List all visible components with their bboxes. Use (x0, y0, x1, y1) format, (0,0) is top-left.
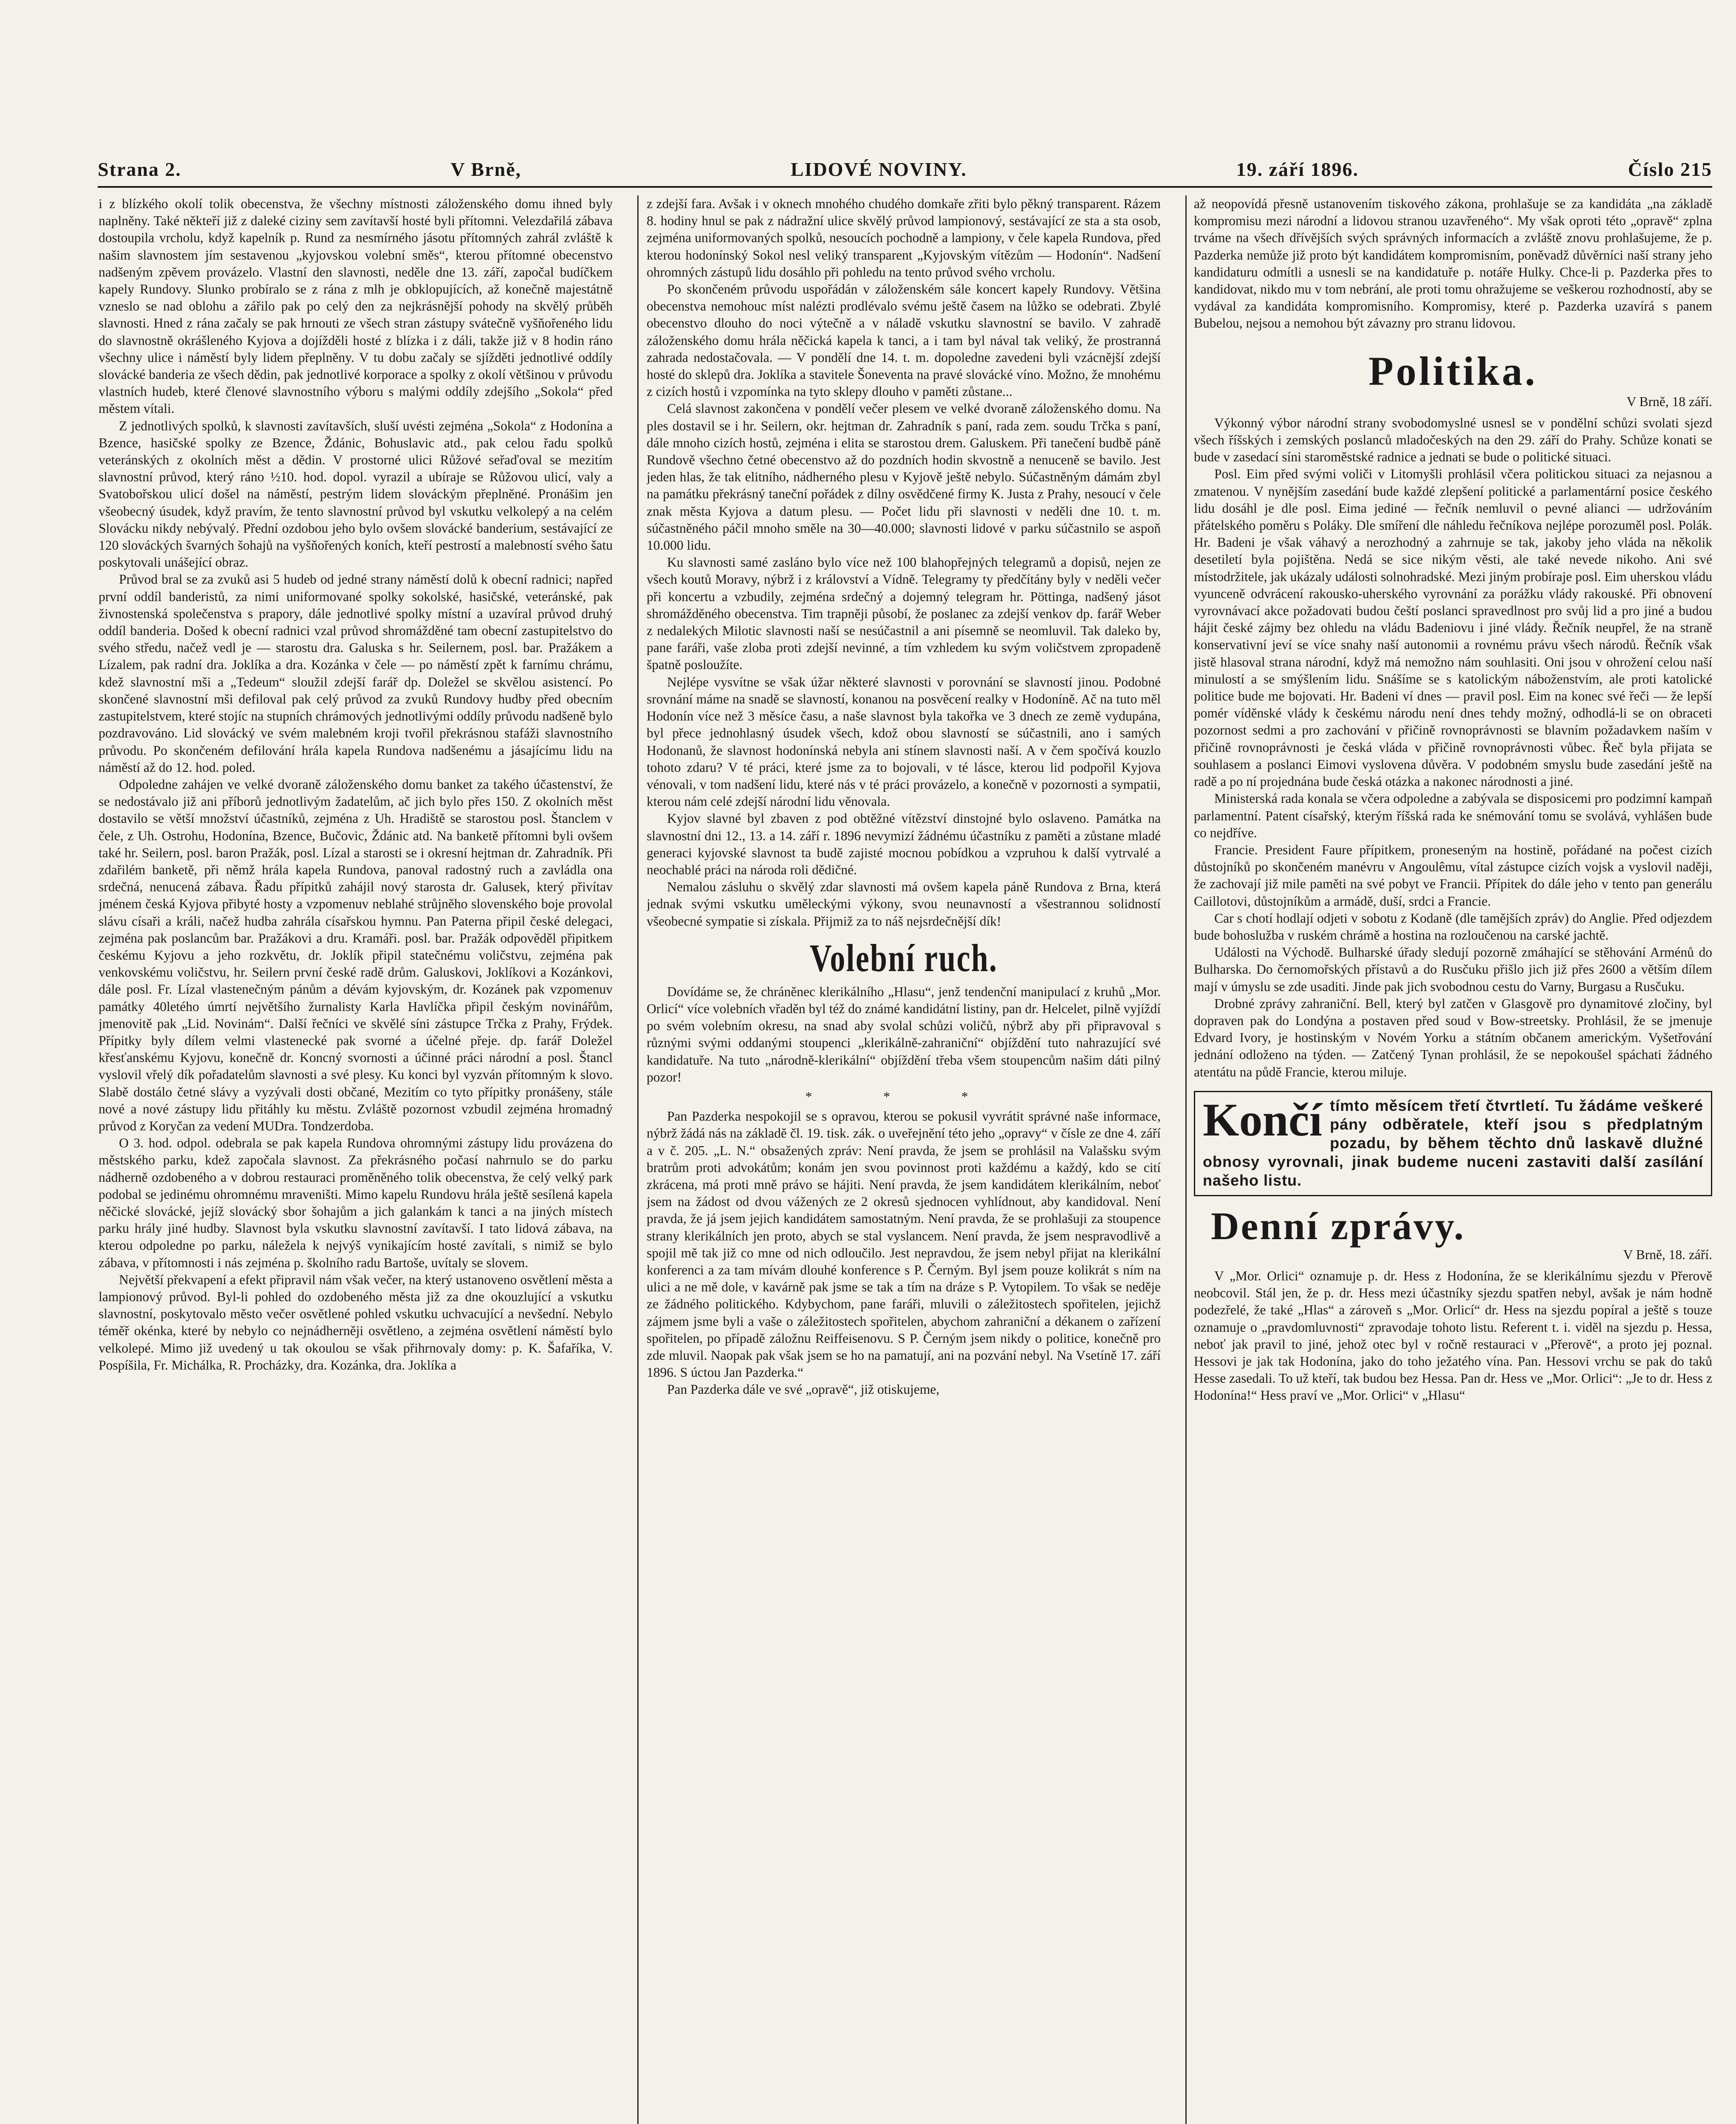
article-paragraph: až neopovídá přesně ustanovením tiskového zákona, prohlašuje se za kandidáta „na základě kompromisu mezi národní a lidovou stranou uzavřeného“. My však oproti této „opravě“ zplna trváme na všech dřívějších svých správných informacích a zvláště znovu prohlašujeme, že p. Pazderka nemůže již proto být kandidátem kompromisním, poněvadž důvěrníci naší strany jeho kandidaturu odmítli a usnesli se na kandidatuře p. notáře Hulky. Chce-li p. Pazderka přes to kandidovat, nikdo mu v tom nebrání, ale proti tomu ohražujeme se veškerou rozhodností, aby se vydával za kandidáta kompromisního. Kompromisy, které p. Pazderka uzavírá s panem Bubelou, nejsou a nemohou být závazny pro stranu lidovou. (1194, 196, 1712, 331)
dateline: V Brně, 18. září. (1623, 1247, 1712, 1262)
article-paragraph: Z jednotlivých spolků, k slavnosti zavítavších, sluší uvésti zejména „Sokola“ z Hodonína a Bzence, hasičské spolky ze Bzence, Ždánic, Bohuslavic atd., pak celou řadu spolků veteránských z okolních měst a dědin. V prostorné ulici Růžové seřaďoval se mezitím slavnostní průvod, který ráno ½10. hod. dopol. vyrazil a ubíraje se Růžovou ulicí, valy a Svatobořskou ulicí došel na náměstí, pestrým lidem slováckým přeplněné. Pronášim jen všeobecný úsudek, když pravím, že tento slavnostní průvod byl vskutku velkolepý a na celém Slovácku nikdy nebývalý. Přední ozdobou jeho bylo ovšem slovácké banderium, sestávající ze 120 slováckých švarných šohajů na vyšňořených koních, kteří pestrostí a malebností svého šatu poskytovali unášející obraz. (99, 418, 613, 570)
section-heading-denni-zpravy: Denní zprávy. (1211, 1204, 1465, 1248)
column-2 (647, 195, 1161, 2124)
column-rule (1185, 195, 1187, 2124)
place: V Brně, (450, 158, 522, 180)
subscription-notice (1194, 1091, 1712, 1196)
article-paragraph: Nejlépe vysvítne se však úžar některé slavnosti v porovnání se slavností jinou. Podobné srovnání máme na snadě se slavností, konanou na posvěcení realky v Hodoníně. Ač na tuto měl Hodonín více než 3 měsíce času, a naše slavnost byla takořka ve 3 dnech ze země vydupána, byl přece jednohlasný úsudek všech, kdož obou slavností se súčastnili, ano i samých Hodonanů, že slavnost hodonínská nebyla ani stínem slavnosti naší. A v čem spočívá kouzlo tohoto zdaru? V té práci, které jsme za to bojovali, v té lásce, kterou lid podpořil Kyjova vénovali, v tom nadšení lidu, které nás v té práci provázelo, a konečně v pozornosti a sympatii, kterou nám celé zdejší národní lidu věnovala. (647, 674, 1161, 809)
article-paragraph: V „Mor. Orlici“ oznamuje p. dr. Hess z Hodonína, že se klerikálnímu sjezdu v Přerově neobcovil. Stál jen, že p. dr. Hess mezi účastníky sjezdu spatřen nebyl, avšak je nám hodně podezřelé, že také „Hlas“ a zároveň s „Mor. Orlicí“ dr. Hess na sjezdu popíral a ještě s touze oznamuje o „pravdomluvnosti“ zpravodaje tohoto listu. Referent t. i. viděl na sjezdu p. Hessa, neboť jak pravil to jiné, jehož otec byl v ročně restauraci v „Přerově“, a proto jej poznal. Hessovi je jak tak Hodonína, jako do toho ježatého vína. Pan. Hessovi vrchu se pak do taků Hesse zasedali. To už kteří, tak budou bez Hessa. Pan dr. Hess ve „Mor. Orlici“: „Je to dr. Hess z Hodonína!“ Hess praví ve „Mor. Orlici“ v „Hlasu“ (1194, 1268, 1712, 1403)
issue-number: Číslo 215 (1628, 158, 1712, 180)
article-paragraph: Car s chotí hodlají odjeti v sobotu z Kodaně (dle tamějších zpráv) do Anglie. Před odjezdem bude bohoslužba v ruském chrámě a hostina na rozloučenou na carské jachtě. (1194, 910, 1712, 943)
article-paragraph: Události na Východě. Bulharské úřady sledují pozorně zmáhající se stěhování Arménů do Bulharska. Do černomořských přístavů a do Rusčuku přišlo jich již přes 2600 a větším dílem mají v úmyslu se zde usaditi. Jinde pak jich svobodnou cestu do Varny, Burgasu a Rusčuku. (1194, 945, 1712, 994)
article-paragraph: Posl. Eim před svými voliči v Litomyšli prohlásil včera politickou situaci za nejasnou a zmatenou. V nynějším zasedání bude každé zlepšení politické a parlamentární posice českého lidu dosáhl je dle posl. Eima jediné — řečník nemluvil o pevné alianci — udržováním přátelského poměru s Poláky. Dle smíření dle náhledu řečníkova nejlépe porozuměl posl. Polák. Hr. Badeni je však váhavý a nerozhodný a zahrnuje se tak, jakoby jeho vláda na několik desetiletí byla pojištěna. Nedá se sice nikým věsti, ale také nevede nikoho. Ani své místodržitele, jak ukázaly události solnohradské. Mezi jiným probíraje posl. Eim uherskou vládu vyunceně odvrácení rakousko-uherského vyrovnání za porážku vlády rakouské. Při obnovení vyrovnávací akce požadovati budou čeští poslanci spravedlnost pro svůj lid a pro jiné a budou hájit české zájmy bez ohledu na vládu Badeniovu i jiné vlády. Řečník neupřel, že na straně konservativní jeví se více snahy naší autonomii a rovnému právu všech národů. Řečník však jistě hlasoval strana národní, když má nemožno nám souhlasiti. Oni jsou v ohrožení celou naší minulostí a se smýšlením lidu. Snášíme se s katolickým náboženstvím, ale proti katolické politice bude me bojovati. Hr. Badeni ví dnes — pravil posl. Eim na konec své řeči — že lepší pomér víděnské vlády k českému národu není dnes tehdy možný, odhodlá-li se on obraceti pozornost sedmi a pro zachování v přičině rovnoprávnosti se blavním požadavkem naším v přičině rovnoprávnosti je česká vláda v přičině rovnoprávnosti vůbec. Řeč byla přijata se souhlasem a poslanci Eimovi vyslovena důvěra. V podobném smyslu bude zasedání ještě na radě a po ní projednána bude česká otázka a nakonec národnosti a jiné. (1194, 466, 1712, 789)
dateline: V Brně, 18 září. (1626, 394, 1712, 409)
notice-line: Tu žádáme veškeré pány odběratele, kteří jsou s předplatným pozadu, by během těchto dnů laskavě dlužné obnosy vyrovnali, jinak budeme nuceni zastaviti další zasílání našeho listu. (1203, 1096, 1703, 1189)
article-paragraph: O 3. hod. odpol. odebrala se pak kapela Rundova ohromnými zástupy lidu provázena do městského parku, kdež započala slavnost. Za překrásného počasí nahrnulo se do parku nádherně ozdobeného a v dobrou restauraci proměněného tolik obecenstva, že celý velký park podobal se jedinému ohromnému mraveništi. Mimo kapelu Rundovu hrála ještě sesílená kapela něčické slovácké, jejíž slovácký sbor šohajům a jich galankám k tanci a na jiných místech parku hrály jiné hudby. Slavnost byla vskutku slavnostní zavítavší. I tato lidová zábava, na kterou odpoledne po parku, náležela k nejvýš vynikajícím hosté zavítali, s nimiž se bylo zábava, v přítomnosti i nás zejména p. školního radu Bartoše, uvítaly se slovem. (99, 1135, 613, 1270)
column-rule (637, 195, 639, 2124)
article-paragraph: Kyjov slavné byl zbaven z pod obtěžné vítězství dinstojné bylo oslaveno. Památka na slavnostní dni 12., 13. a 14. září r. 1896 nevymizí žádnému účastníku z paměti a zůstane mladé generaci kyjovské slavnost ta budě zajisté mocnou pobídkou a vzpruhou k další vytrvalé a neochablé práci na národa roli dědičné. (647, 811, 1161, 877)
article-paragraph: Odpoledne zahájen ve velké dvoraně záloženského domu banket za takého účastenství, že se nedostávalo již ani příborů jednotlivým žadatelům, ač jich bylo přes 150. Z okolních měst dostavilo se větší množství účastníků, zejména z Uh. Hradiště se starostou posl. Štanclem v čele, z Uh. Ostrohu, Hodonína, Bzence, Bučovic, Ždánic atd. Na banketě přítomni byli ovšem také hr. Seilern, posl. baron Pražák, posl. Lízal a starosti se i okresní hejtman dr. Zahradník. Při zdařilém banketě, při němž hrála kapela Rundova, panoval radostný ruch a zavládla ona srdečná, nenucená zábava. Řadu přípitků zahájil nový starosta dr. Galusek, který přivítav jménem česká Kyjova přibyté hosty a vzpomenuv neblahé strůjněho slovenského boje provolal slávu císaři a králi, načež hudba zahrála císařskou hymnu. Pan Paterna připil české delegaci, zejména pak poslancům bar. Pražákovi a dru. Kramáři. posl. bar. Pražák odpověděl připitkem českému Kyjovu a jeho rozkvětu, dr. Joklík připil statečnému voličstvu, zejména pak venkovskému voličstvu, hr. Seilern první české radě drům. Galuskovi, Joklíkovi a Kozánkovi, dále posl. Fr. Lízal vlastenečným pánům a dévám kyjovským, dr. Kozánek pak vzpomenuv památky 40letého úmrtí největšího žurnalisty Karla Havlíčka připil českým novinářům, jmenovitě pak „Lid. Novinám“. Další řečníci ve skvělé síni zástupce Trčka z Prahy, Frýdek. Přípitky byly dílem velmi vlastenecké pak svorné a účelné přeje. dp. farář Doležel křesťanskému Kyjovu, konečně dr. Koncný svornosti a účinné práci národní a posl. Štancl vyslovil vřelý dík pořadatelům slavnosti a své plesy. Ku konci byl vyzván přítomným k slovo. Slabě dostálo četné slávy a vyzývali dosti občané, Mezitím co tyto přípitky pronášeny, stále nové a nové zástupy lidu přitáhly ku městu. Zvláště pozornost vzbudil zejména hromadný průvod z Koryčan za vedení MUDra. Tondzerdoba. (99, 777, 613, 1133)
article-paragraph: Francie. President Faure přípitkem, proneseným na hostině, pořádané na počest cizích důstojníků po skončeném manévru v Angoulêmu, vítal zástupce cizích vojsk a vyslovil naději, že zachovají již mile paměti na své pobyt ve Francii. Přípitek do dále jeho v tento pan generálu Caillotovi, důstojníkům a armádě, duší, srdci a Francie. (1194, 842, 1712, 909)
column-1 (99, 195, 613, 2124)
page-number: Strana 2. (98, 158, 181, 180)
section-heading-volebni-ruch: Volební ruch. (809, 936, 998, 980)
article-paragraph: Dovídáme se, že chráněnec klerikálního „Hlasu“, jenž tendenční manipulací z kruhů „Mor. Orlicí“ více volebních vřaděn byl též do známé kandidátní listiny, pan dr. Helcelet, pilně vyjíždí po svém volebním okresu, na snad aby svolal schůzi voličů, nýbrž aby při připravoval s různými svými oddanými stoupenci „klerikálně-zahraniční“ objíždění tuto nahrazující své kandidatuře. Na tuto „národně-klerikální“ objíždění třeba všem stoupencům našim dáti pilný pozor! (647, 984, 1161, 1085)
article-paragraph: Ku slavnosti samé zasláno bylo více než 100 blahopřejných telegramů a dopisů, nejen ze všech koutů Moravy, nýbrž i z království a Vídně. Telegramy ty předčítány byly v neděli večer při koncertu a vzbudily, zejména srdečný a dojemný telegram hr. Pöttinga, nadšený jásot shromážděného obecenstva. Tim trapněji působí, že poslanec za zdejší venkov dp. farář Weber z nedalekých Milotic slavnosti naší se nesúčastnil a ani písemně se neomluvil. Tak daleko by, pane faráři, vaše zloba proti zdejší nevinné, a tím vzhledem ku svým voličstvem zpropadeně špatně posloužíte. (647, 555, 1161, 672)
article-paragraph: Výkonný výbor národní strany svobodomyslné usnesl se v pondělní schůzi svolati sjezd všech říšských i zemských poslanců mladočeských na den 29. září do Prahy. Schůze konati se bude v zasedací síni staroměstské radnice a jednati se bude o politické situaci. (1194, 415, 1712, 465)
paper-title: LIDOVÉ NOVINY. (790, 158, 967, 180)
article-paragraph: Drobné zprávy zahraniční. Bell, který byl zatčen v Glasgově pro dynamitové zločiny, byl dopraven pak do Londýna a postaven před soud v Bow-streetsky. Prohlásil, že se jmenuje Edvard Ivory, je hostinským v Novém Yorku a státním občanem americkým. Vyšetřování jednání odloženo na týden. — Zatčený Tynan prohlásil, že se nepokoušel spáchati žádného atentátu na půdě Francie, kterou miluje. (1194, 996, 1712, 1079)
notice-big-word: Končí (1203, 1093, 1323, 1146)
column-3 (1194, 195, 1712, 2124)
masthead (98, 154, 1712, 184)
masthead-rule (98, 186, 1712, 188)
article-paragraph: Nemalou zásluhu o skvělý zdar slavnosti má ovšem kapela páně Rundova z Brna, která jednak svými vskutku uměleckými výkony, svou neunavností a všestrannou solidností všeobecné sympatie si získala. Přijmiž za to náš nejsrdečnější dík! (647, 879, 1161, 929)
issue-date: 19. září 1896. (1236, 158, 1359, 180)
section-heading-politika: Politika. (1368, 348, 1538, 394)
article-paragraph: Průvod bral se za zvuků asi 5 hudeb od jedné strany náměstí dolů k obecní radnici; napřed první oddíl banderistů, za nimi uniformované spolky sokolské, hasičské, veteránské, pak živnostenská společenstva s prapory, dále jednotlivé spolky místní a uzavíral průvod druhý oddíl banderia. Došed k obecní radnici vzal průvod shromážděné tam obecní zastupitelstvo do svého středu, načež vedl je — starostu dra. Galuska s hr. Seilernem, posl. bar. Pražákem a Lízalem, pak radní dra. Joklíka a dra. Kozánka v čele — po náměstí zpět k farnímu chrámu, kdež slavnostní mši a „Tedeum“ sloužil zdejší farář dp. Doležel se skvělou asistencí. Po skončené slavnostní mši defiloval pak celý průvod za zvuků Rundovy hudby před obecním zastupitelstvem, které stojíc na stupních chrámových jednotlivými oddíly průvodu nadšeně bylo pozdravováno. Lid slovácký ve svém malebném kroji tvořil překrásnou stafáži slavnostního průvodu. Po skončeném defilování hrála kapela Rundova nadšenému a jásajícímu lidu na náměstí až do 12. hod. poled. (99, 572, 613, 775)
article-paragraph: Po skončeném průvodu uspořádán v záloženském sále koncert kapely Rundovy. Většina obecenstva nemohouc míst nalézti prodlévalo svému ještě časem na lůžko se odebrati. Zbylé obecenstvo dlouho do noci výtečně a v náladě vskutku slavnostní se bavilo. V zahradě záloženského domu hrála něčická kapela k tanci, a i tam byl nával tak veliký, že prostranná zahrada nedostačovala. — V pondělí dne 14. t. m. dopoledne zavedeni byli vzácnější zdejší hosté do sklepů dra. Joklíka a stavitele Šoneventa na pravé slovácké víno. Možno, že mnohému z cizích hostů i vzpomínka na tyto sklepy dlouho v paměti zůstane... (647, 282, 1161, 399)
article-paragraph: Pan Pazderka dále ve své „opravě“, již otiskujeme, (667, 1382, 940, 1397)
article-paragraph: Celá slavnost zakončena v pondělí večer plesem ve velké dvoraně záloženského domu. Na ples dostavil se i hr. Seilern, okr. hejtman dr. Zahradník s paní, rada zem. soudu Trčka s paní, dále mnoho cizích hostů, zejména i elita se starostou drem. Galuskem. Při tanečení budbě páně Rundově všechno četné obecenstvo až do pozdních hodin skvostně a nenuceně se bavilo. Jest jeden hlas, že tak elitního, nádherného plesu v Kyjově ještě nebylo. Súčastněným dámám zbyl na památku překrásný taneční pořádek z dílny osvědčené firmy K. Justa z Prahy, nesoucí v čele znak města Kyjova a datum plesu. — Počet lidu při slavnosti v neděli dne 10. t. m. súčastněného páčil mnoho směle na 30—40.000; slavnosti lidové v parku súčastnilo se aspoň 10.000 lidu. (647, 401, 1161, 553)
article-paragraph: Pan Pazderka nespokojil se s opravou, kterou se pokusil vyvrátit správné naše informace, nýbrž žádá nás na základě čl. 19. tisk. zák. o uveřejnění této jeho „opravy“ v čísle ze dne 4. září a v č. 205. „L. N.“ obsažených zpráv: Není pravda, že jsem se prohlásil na Valašsku svým bratrům proti advokátům; konám jen svou povinnost proti každému a každý, kdo se cití zkrácena, má proti mně právo se hájiti. Není pravda, že jsem kandidátem klerikálním, neboť jsem na žádost od dvou vážených ze 2 okresů sjednocen vyhlídnout, aby kandidoval. Není pravda, že já jsem jejich kandidátem samostatným. Není pravda, že se prohlašuji za stoupence strany klerikálních jen proto, abych se stal vyslancem. Není pravda, že jsem nespravodlivě a spojil mě tak již co mne od nich odloučilo. Jest nepravdou, že jsem nebyl přijat na klerikální konferenci a za tam mívám dlouhé konference s P. Černým. Byl jsem pouze kolikrát s ním na ulici a ne mě dole, v kavárně pak jsme se tak a tím na dráze s P. Vytopilem. To však se neděje ze žádného politického. Kdybychom, pane faráři, mluvili o záležitostech spořitelen, jejichž zájmem jsme byli a vaše o záležitostech spořitelen, abychom zahraniční a dékanem o zařízení spořitelen, po případě záložnu Reiffeisenovu. S P. Černým jsem nikdy o politice, konečně pro zde mluvil. Naopak pak však jsem se ho na pamatují, ani na pozvání nebyl. Na Vsetíně 17. září 1896. S úctou Jan Pazderka.“ (647, 1109, 1161, 1380)
notice-line: tímto měsícem třetí čtvrtletí. (1330, 1096, 1549, 1114)
section-separator: * * * (805, 1089, 1002, 1104)
article-paragraph: Ministerská rada konala se včera odpoledne a zabývala se disposicemi pro podzimní kampaň parlamentní. Patent císařský, kterým říšská rada ke snémování tomu se svolává, vyhlášen bude co nejdříve. (1194, 791, 1712, 840)
article-paragraph: z zdejší fara. Avšak i v oknech mnohého chudého domkaře zřiti bylo pěkný transparent. Rázem 8. hodiny hnul se pak z nádražní ulice skvělý průvod lampionový, sestávající ze sta a sta osob, zejména uniformovaných spolků, nesoucích pochodně a lampiony, v čele kapela Rundova, před kterou hodonínský Sokol nesl veliký transparent „Kyjovským vítězům — Hodonín“. Nadšení ohromných zástupů lidu dosáhlo při pohledu na tento průvod svého vrcholu. (647, 196, 1161, 280)
article-paragraph: i z blízkého okolí tolik obecenstva, že všechny místnosti záloženského domu ihned byly naplněny. Také někteří již z daleké ciziny sem zavítavší hosté byli přítomni. Velezdařilá zábava dostoupila vrcholu, když kapelník p. Rund za nesmírného jásotu přítomných zahrál zvláště k našim slavnostem jím sestavenou „kyjovskou volební směs“, kterou přítomné obecenstvo nadšeným zpěvem provázelo. Vlastní den slavnosti, neděle dne 13. září, započal budíčkem kapely Rundovy. Slunko probíralo se z rána z mlh je obklopujících, až konečně majestátně vzneslo se nad oblohu a zářilo pak po celý den za nejkrásnější pohody na skvělý průběh slavnosti. Hned z rána začaly se pak hrnouti ze všech stran zástupy svátečně vyšňořeného lidu do slavnostně okrášleného Kyjova a dojížděli hosté z blízka i z dáli, takže již v 8 hodin ráno všechny ulice i náměstí byly lidem přeplněny. V tu dobu začaly se sjížděti jednotlivé oddíly slovácké banderia ze všech dědin, pak jednotlivé korporace a spolky z okolí většinou v průvodu vlastních hudeb, které členové slavnostního výboru s malými oddíly zdejšího „Sokola“ před městem vítali. (99, 196, 613, 416)
article-paragraph: Největší překvapení a efekt připravil nám však večer, na který ustanoveno osvětlení města a lampionový průvod. Byl-li pohled do ozdobeného města již za dne okouzlující a vskutku slavnostní, poskytovalo město večer osvětlené pohled vskutku uchvacující a nevšední. Nebylo téměř okénka, které by nebylo co nejnádherněji osvětleno, a zejména osvětlení náměstí bylo velkolepé. Mimo již uvedený u tak okoulou se však přihrnovaly domy: p. K. Šafaříka, V. Pospíšila, Fr. Michálka, R. Procházky, dra. Kozánka, dra. Joklíka a (99, 1272, 613, 1373)
